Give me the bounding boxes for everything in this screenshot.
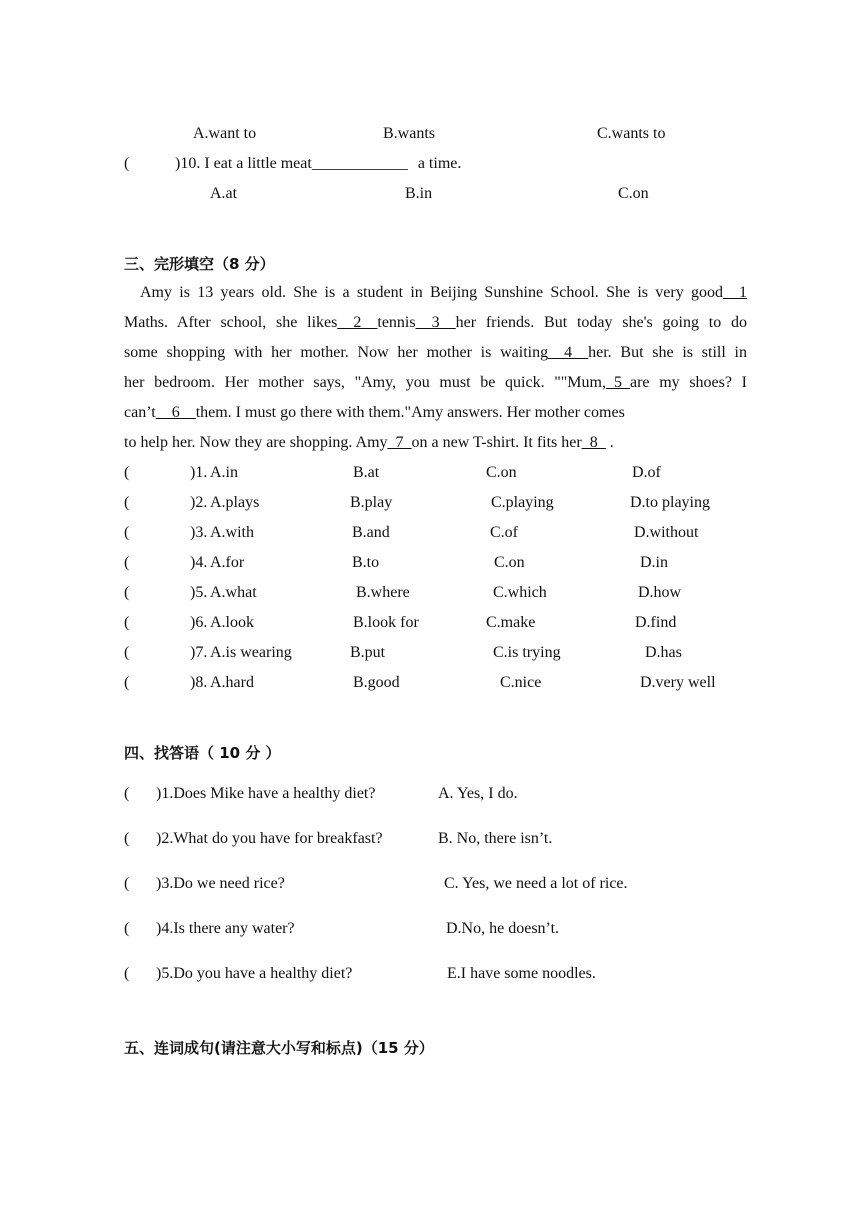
- passage-line-6: [124, 433, 747, 453]
- blank-4: __4__: [548, 344, 589, 361]
- answer-paren: (: [124, 920, 130, 937]
- match-question: )3.Do we need rice?: [156, 875, 285, 892]
- passage-text: her. But she is still in: [588, 344, 747, 361]
- passage-text: tennis: [377, 314, 416, 331]
- option-b: B.play: [350, 494, 393, 511]
- match-question: )5.Do you have a healthy diet?: [156, 965, 353, 982]
- option-b: B.at: [353, 464, 380, 481]
- q10-stem: [175, 154, 461, 174]
- match-question: )2.What do you have for breakfast?: [156, 830, 383, 847]
- q9-option-b: B.wants: [383, 125, 435, 142]
- question-number: )5.: [190, 584, 208, 601]
- answer-paren: (: [124, 614, 130, 631]
- option-a: A.what: [210, 584, 257, 601]
- passage-text: .: [605, 434, 614, 451]
- match-answer: E.I have some noodles.: [447, 965, 596, 982]
- passage-text: her friends. But today she's going to do: [455, 314, 747, 331]
- option-c: C.is trying: [493, 644, 561, 661]
- blank-1: __1: [723, 284, 747, 301]
- passage-line-2: [124, 313, 747, 333]
- match-answer: D.No, he doesn’t.: [446, 920, 560, 937]
- option-c: C.of: [490, 524, 518, 541]
- passage-text: are my shoes? I: [629, 374, 747, 391]
- passage-line-3: [124, 343, 747, 363]
- match-answer: A. Yes, I do.: [438, 785, 518, 802]
- q10-option-b: B.in: [405, 185, 433, 202]
- blank-5: _5_: [605, 374, 630, 391]
- passage-text: Amy is 13 years old. She is a student in Beijing Sunshine School. She is very good: [140, 284, 723, 301]
- q10-stem-after: a time.: [417, 155, 462, 172]
- option-c: C.make: [486, 614, 536, 631]
- passage-text: can’t: [124, 404, 156, 421]
- passage-text: some shopping with her mother. Now her mother is waiting: [124, 344, 549, 361]
- q10-close: ): [175, 155, 181, 172]
- option-a: A.for: [210, 554, 245, 571]
- blank-7: _7_: [387, 434, 412, 451]
- answer-paren: (: [124, 524, 130, 541]
- q10-option-c: C.on: [618, 185, 649, 202]
- answer-paren: (: [124, 584, 130, 601]
- question-number: )1.: [190, 464, 208, 481]
- answer-paren: (: [124, 875, 130, 892]
- option-c: C.nice: [500, 674, 542, 691]
- option-b: B.where: [356, 584, 410, 601]
- question-number: )6.: [190, 614, 208, 631]
- passage-text: them. I must go there with them."Amy answers. Her mother comes: [195, 404, 625, 421]
- question-number: )3.: [190, 524, 208, 541]
- question-number: )8.: [190, 674, 208, 691]
- question-number: )2.: [190, 494, 208, 511]
- option-a: A.with: [210, 524, 254, 541]
- q10-blank: ____________: [311, 155, 408, 172]
- option-a: A.in: [210, 464, 238, 481]
- q9-option-c: C.wants to: [597, 125, 666, 142]
- option-a: A.plays: [210, 494, 260, 511]
- match-question: )1.Does Mike have a healthy diet?: [156, 785, 376, 802]
- option-c: C.on: [486, 464, 517, 481]
- passage-text: her bedroom. Her mother says, "Amy, you must be quick. ""Mum,: [124, 374, 606, 391]
- match-answer: B. No, there isn’t.: [438, 830, 553, 847]
- q10-option-a: A.at: [210, 185, 238, 202]
- option-d: D.find: [635, 614, 677, 631]
- match-answer: C. Yes, we need a lot of rice.: [444, 875, 628, 892]
- answer-paren: (: [124, 965, 130, 982]
- q10-answer-paren: (: [124, 155, 130, 172]
- option-d: D.of: [632, 464, 661, 481]
- option-d: D.very well: [640, 674, 716, 691]
- option-d: D.without: [634, 524, 699, 541]
- option-a: A.look: [210, 614, 254, 631]
- q10-number: 10.: [180, 155, 201, 172]
- passage-text: to help her. Now they are shopping. Amy: [124, 434, 388, 451]
- blank-8: _8_: [581, 434, 606, 451]
- question-number: )4.: [190, 554, 208, 571]
- answer-paren: (: [124, 644, 130, 661]
- option-b: B.good: [353, 674, 400, 691]
- option-a: A.hard: [210, 674, 254, 691]
- option-c: C.playing: [491, 494, 554, 511]
- q10-stem-before: I eat a little meat: [204, 155, 312, 172]
- section5-heading: 五、连词成句(请注意大小写和标点)（15 分）: [124, 1039, 434, 1057]
- answer-paren: (: [124, 674, 130, 691]
- option-d: D.has: [645, 644, 682, 661]
- q9-option-a: A.want to: [193, 125, 257, 142]
- section3-heading: 三、完形填空（8 分）: [124, 255, 275, 273]
- option-b: B.to: [352, 554, 380, 571]
- passage-text: on a new T-shirt. It fits her: [411, 434, 582, 451]
- option-d: D.how: [638, 584, 682, 601]
- option-b: B.look for: [353, 614, 419, 631]
- passage-line-1: [124, 283, 747, 303]
- option-d: D.to playing: [630, 494, 710, 511]
- answer-paren: (: [124, 554, 130, 571]
- option-d: D.in: [640, 554, 668, 571]
- passage-line-4: [124, 373, 747, 393]
- option-b: B.and: [352, 524, 390, 541]
- option-c: C.on: [494, 554, 525, 571]
- option-c: C.which: [493, 584, 547, 601]
- blank-6: __6__: [155, 404, 196, 421]
- blank-2: __2__: [337, 314, 378, 331]
- passage-line-5: [124, 403, 747, 423]
- answer-paren: (: [124, 830, 130, 847]
- answer-paren: (: [124, 464, 130, 481]
- match-question: )4.Is there any water?: [156, 920, 295, 937]
- passage-text: Maths. After school, she likes: [124, 314, 338, 331]
- option-a: A.is wearing: [210, 644, 292, 661]
- section4-heading: 四、找答语（ 10 分 ）: [124, 744, 281, 762]
- question-number: )7.: [190, 644, 208, 661]
- answer-paren: (: [124, 494, 130, 511]
- answer-paren: (: [124, 785, 130, 802]
- option-b: B.put: [350, 644, 386, 661]
- blank-3: __3__: [415, 314, 456, 331]
